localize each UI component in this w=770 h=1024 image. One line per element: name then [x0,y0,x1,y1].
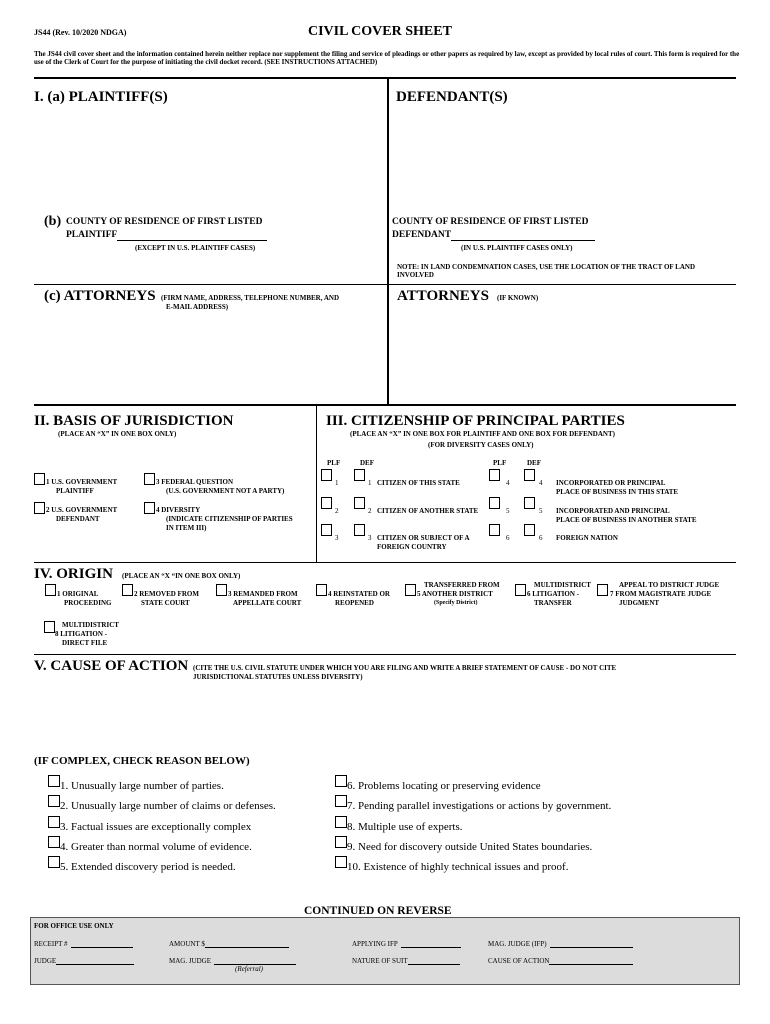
citizenship-row-4-label-2: PLACE OF BUSINESS IN THIS STATE [556,488,679,496]
citizenship-def-num-1: 1 [368,479,372,487]
complex-reason-9: 9. Need for discovery outside United States boundaries. [347,841,593,853]
attorneys-divider [34,284,736,285]
jurisdiction-opt2-label-1: 2 U.S. GOVERNMENT [46,506,118,514]
origin-1-label-1: 1 ORIGINAL [57,590,99,598]
mag-judge-field[interactable]: MAG. JUDGE [169,955,296,965]
cause-of-action-heading: V. CAUSE OF ACTION [34,658,189,674]
complex-checkbox-1[interactable] [48,775,60,787]
origin-3-label-2: APPELLATE COURT [233,599,302,607]
jurisdiction-opt4-label-1: 4 DIVERSITY [156,506,201,514]
complex-reason-8: 8. Multiple use of experts. [347,821,463,833]
jurisdiction-checkbox-2[interactable] [34,502,45,514]
jurisdiction-opt2-label-2: DEFENDANT [56,515,100,523]
complex-reason-3: 3. Factual issues are exceptionally complex [60,821,252,833]
citizenship-row-6-label: FOREIGN NATION [556,534,618,542]
origin-2-label-2: STATE COURT [141,599,190,607]
plf-column-header-left: PLF [327,459,341,467]
origin-4-label-1: 4 REINSTATED OR [328,590,390,598]
citizenship-plf-num-1: 1 [335,479,339,487]
nature-of-suit-field[interactable]: NATURE OF SUIT [352,955,460,965]
citizenship-def-num-6: 6 [539,534,543,542]
origin-8-label-1: MULTIDISTRICT [62,621,119,629]
county-plaintiff-label-1: COUNTY OF RESIDENCE OF FIRST LISTED [66,217,263,227]
referral-note: (Referral) [235,965,263,973]
citizenship-plf-num-6: 6 [506,534,510,542]
cause-of-action-note-2: JURISDICTIONAL STATUTES UNLESS DIVERSITY) [193,673,363,681]
complex-checkbox-3[interactable] [48,816,60,828]
attorneys-defendant-note: (IF KNOWN) [497,294,539,302]
amount-field[interactable]: AMOUNT $ [169,938,289,948]
citizenship-row-5-label-2: PLACE OF BUSINESS IN ANOTHER STATE [556,516,697,524]
cause-of-action-office-field[interactable]: CAUSE OF ACTION [488,955,633,965]
citizenship-plf-checkbox-5[interactable] [489,497,500,509]
county-defendant-note: (IN U.S. PLAINTIFF CASES ONLY) [461,244,573,252]
cause-of-action-note-1: (CITE THE U.S. CIVIL STATUTE UNDER WHICH YOU ARE FILING AND WRITE A BRIEF STATEMENT OF CAUSE - DO NOT CITE [193,664,617,672]
citizenship-def-num-5: 5 [539,507,543,515]
attorneys-plaintiff-heading: (c) ATTORNEYS [44,288,156,304]
origin-7-label-2: 7 FROM MAGISTRATE JUDGE [610,590,712,598]
origin-heading: IV. ORIGIN [34,566,113,582]
citizenship-def-checkbox-5[interactable] [524,497,535,509]
office-use-box [30,917,740,985]
citizenship-plf-num-4: 4 [506,479,510,487]
origin-1-label-2: PROCEEDING [64,599,112,607]
county-plaintiff-field[interactable]: PLAINTIFF [66,230,267,241]
county-defendant-field[interactable]: DEFENDANT [392,230,595,241]
cause-of-action-input[interactable] [193,686,733,738]
citizenship-def-checkbox-4[interactable] [524,469,535,481]
jurisdiction-checkbox-1[interactable] [34,473,45,485]
origin-6-label-3: TRANSFER [534,599,572,607]
county-defendant-label-1: COUNTY OF RESIDENCE OF FIRST LISTED [392,217,589,227]
complex-checkbox-7[interactable] [335,795,347,807]
defendants-heading: DEFENDANT(S) [396,89,508,105]
jurisdiction-opt3-label-1: 3 FEDERAL QUESTION [156,478,234,486]
attorneys-plaintiff-note-1: (FIRM NAME, ADDRESS, TELEPHONE NUMBER, AND [161,294,339,302]
origin-6-label-1: MULTIDISTRICT [534,581,591,589]
county-b-label: (b) [44,214,62,229]
form-intro: The JS44 civil cover sheet and the information contained herein neither replace nor supplement the filing and service of pleadings or other papers as required by law, except as provided by local rules of court. This form is required for the use of the Clerk of Court for the purpose of initiating the civil docket record. (SEE INSTRUCTIONS ATTACHED) [34,50,740,66]
attorneys-plaintiff-note-2: E-MAIL ADDRESS) [166,303,229,311]
origin-checkbox-4[interactable] [316,584,327,596]
complex-checkbox-8[interactable] [335,816,347,828]
citizenship-plf-checkbox-6[interactable] [489,524,500,536]
jurisdiction-opt4-label-3: IN ITEM III) [166,524,207,532]
jurisdiction-subtitle: (PLACE AN “X” IN ONE BOX ONLY) [58,430,177,438]
continued-on-reverse: CONTINUED ON REVERSE [304,905,452,917]
origin-checkbox-6[interactable] [515,584,526,596]
complex-checkbox-2[interactable] [48,795,60,807]
citizenship-def-checkbox-2[interactable] [354,497,365,509]
form-id: JS44 (Rev. 10/2020 NDGA) [34,28,127,37]
office-use-label: FOR OFFICE USE ONLY [34,922,114,930]
citizenship-plf-checkbox-4[interactable] [489,469,500,481]
citizenship-def-num-4: 4 [539,479,543,487]
complex-heading: (IF COMPLEX, CHECK REASON BELOW) [34,755,250,767]
applying-ifp-field[interactable]: APPLYING IFP [352,938,461,948]
jurisdiction-checkbox-4[interactable] [144,502,155,514]
citizenship-row-4-label-1: INCORPORATED OR PRINCIPAL [556,479,666,487]
origin-checkbox-5[interactable] [405,584,416,596]
citizenship-plf-checkbox-3[interactable] [321,524,332,536]
jurisdiction-opt1-label-2: PLAINTIFF [56,487,94,495]
land-condemnation-note: NOTE: IN LAND CONDEMNATION CASES, USE THE LOCATION OF THE TRACT OF LAND INVOLVED [397,263,696,279]
citizenship-def-num-3: 3 [368,534,372,542]
def-column-header-left: DEF [360,459,374,467]
section3-bottom-divider [34,562,736,563]
citizenship-row-3-label-1: CITIZEN OR SUBJECT OF A [377,534,470,542]
citizenship-plf-num-5: 5 [506,507,510,515]
complex-reason-4: 4. Greater than normal volume of evidence. [60,841,252,853]
citizenship-heading: III. CITIZENSHIP OF PRINCIPAL PARTIES [326,413,625,429]
complex-checkbox-6[interactable] [335,775,347,787]
section1-bottom-divider [34,404,736,406]
citizenship-row-3-label-2: FOREIGN COUNTRY [377,543,447,551]
origin-6-label-2: 6 LITIGATION - [527,590,579,598]
def-column-header-right: DEF [527,459,541,467]
citizenship-def-checkbox-3[interactable] [354,524,365,536]
jurisdiction-checkbox-3[interactable] [144,473,155,485]
section1-vertical-divider [387,79,389,404]
citizenship-plf-num-2: 2 [335,507,339,515]
plaintiffs-heading: I. (a) PLAINTIFF(S) [34,89,168,105]
form-title: CIVIL COVER SHEET [308,24,452,39]
complex-checkbox-10[interactable] [335,856,347,868]
origin-4-label-2: REOPENED [335,599,374,607]
complex-checkbox-9[interactable] [335,836,347,848]
origin-3-label-1: 3 REMANDED FROM [228,590,298,598]
origin-5-label-1: TRANSFERRED FROM [424,581,500,589]
origin-8-label-2: 8 LITIGATION - [55,630,107,638]
citizenship-def-num-2: 2 [368,507,372,515]
complex-reason-1: 1. Unusually large number of parties. [60,780,224,792]
origin-7-label-1: APPEAL TO DISTRICT JUDGE [619,581,720,589]
origin-checkbox-1[interactable] [45,584,56,596]
complex-reason-5: 5. Extended discovery period is needed. [60,861,236,873]
origin-checkbox-2[interactable] [122,584,133,596]
citizenship-row-2-label: CITIZEN OF ANOTHER STATE [377,507,479,515]
citizenship-plf-num-3: 3 [335,534,339,542]
header-divider [34,77,736,79]
citizenship-def-checkbox-1[interactable] [354,469,365,481]
section4-bottom-divider [34,654,736,655]
citizenship-def-checkbox-6[interactable] [524,524,535,536]
citizenship-subtitle-2: (FOR DIVERSITY CASES ONLY) [428,441,534,449]
citizenship-row-5-label-1: INCORPORATED AND PRINCIPAL [556,507,670,515]
origin-checkbox-8[interactable] [44,621,55,633]
origin-8-label-3: DIRECT FILE [62,639,108,647]
origin-checkbox-7[interactable] [597,584,608,596]
jurisdiction-heading: II. BASIS OF JURISDICTION [34,413,234,429]
origin-2-label-1: 2 REMOVED FROM [134,590,199,598]
mag-judge-ifp-field[interactable]: MAG. JUDGE (IFP) [488,938,633,948]
origin-5-label-3: (Specify District) [434,600,478,606]
origin-5-label-2: 5 ANOTHER DISTRICT [417,590,493,598]
jurisdiction-opt1-label-1: 1 U.S. GOVERNMENT [46,478,118,486]
origin-checkbox-3[interactable] [216,584,227,596]
complex-reason-10: 10. Existence of highly technical issues and proof. [347,861,569,873]
complex-reason-6: 6. Problems locating or preserving evidence [347,780,541,792]
attorneys-defendant-heading: ATTORNEYS [397,288,489,304]
origin-7-label-3: JUDGMENT [619,599,660,607]
receipt-field[interactable]: RECEIPT # [34,938,133,948]
jurisdiction-opt4-label-2: (INDICATE CITIZENSHIP OF PARTIES [166,515,293,523]
citizenship-row-1-label: CITIZEN OF THIS STATE [377,479,460,487]
judge-field[interactable]: JUDGE [34,955,134,965]
complex-checkbox-5[interactable] [48,856,60,868]
citizenship-plf-checkbox-2[interactable] [321,497,332,509]
jurisdiction-opt3-label-2: (U.S. GOVERNMENT NOT A PARTY) [166,487,285,495]
section2-vertical-divider [316,406,317,562]
complex-checkbox-4[interactable] [48,836,60,848]
complex-reason-2: 2. Unusually large number of claims or defenses. [60,800,276,812]
plf-column-header-right: PLF [493,459,507,467]
complex-reason-7: 7. Pending parallel investigations or actions by government. [347,800,612,812]
citizenship-plf-checkbox-1[interactable] [321,469,332,481]
origin-subtitle: (PLACE AN “X “IN ONE BOX ONLY) [122,572,241,580]
county-plaintiff-note: (EXCEPT IN U.S. PLAINTIFF CASES) [135,244,256,252]
citizenship-subtitle-1: (PLACE AN “X” IN ONE BOX FOR PLAINTIFF AND ONE BOX FOR DEFENDANT) [350,430,615,438]
